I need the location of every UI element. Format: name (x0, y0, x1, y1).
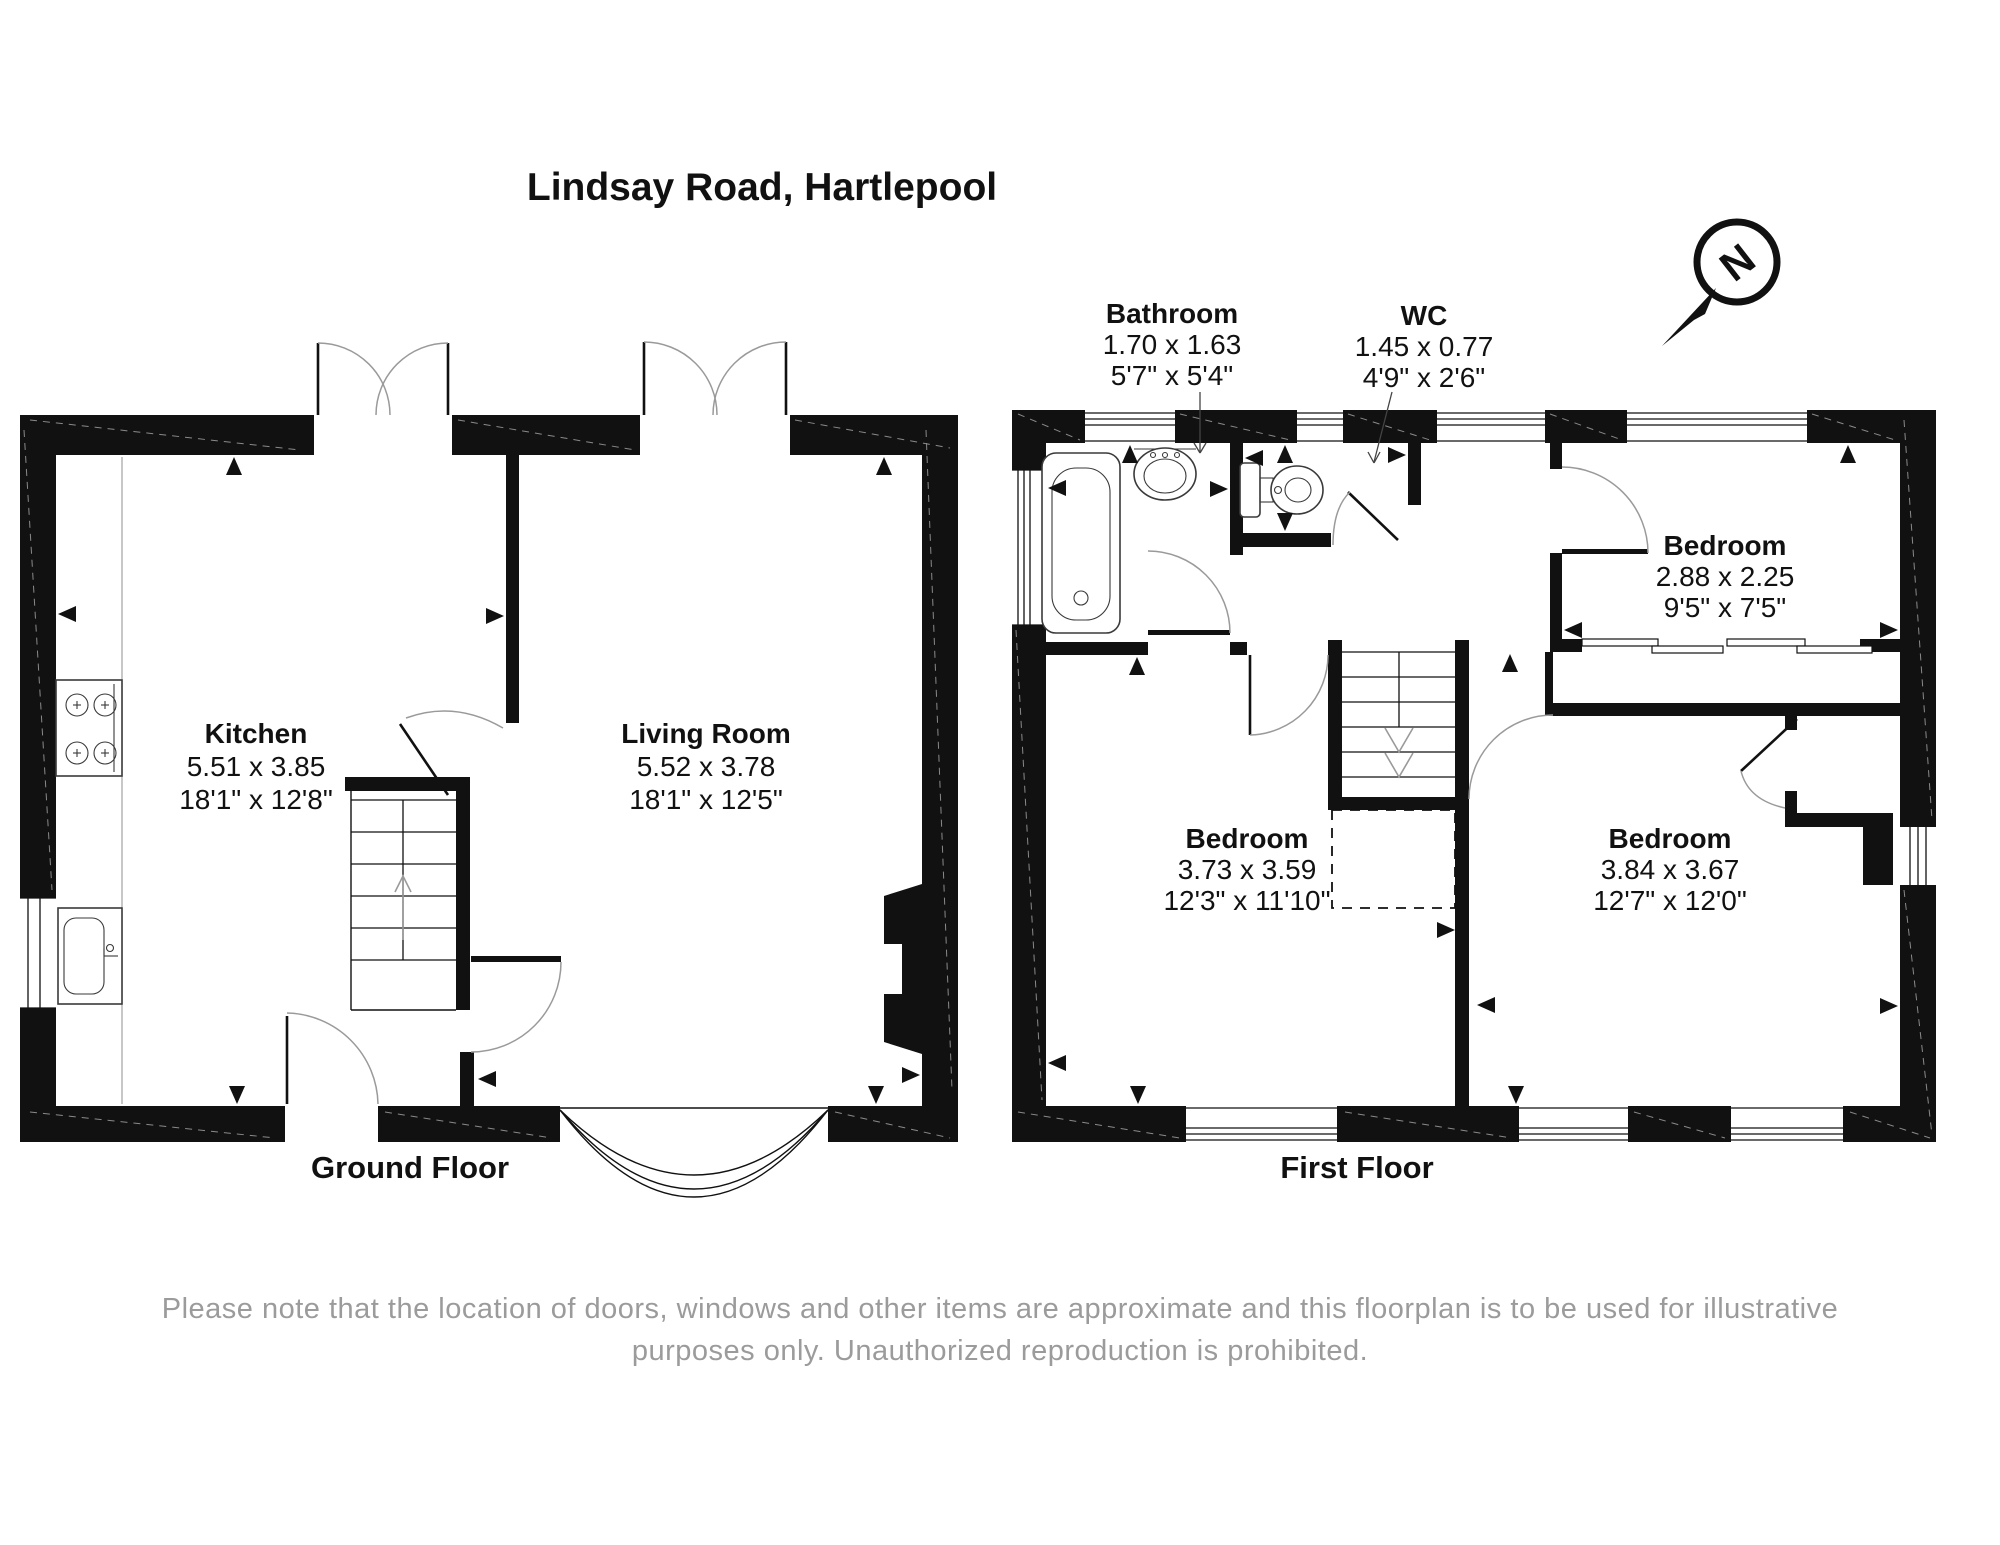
room-dim-metric: 1.70 x 1.63 (1102, 329, 1242, 360)
room-name: Living Room (621, 718, 791, 749)
bedroom-left-label (1163, 823, 1330, 916)
bathroom-door (1148, 551, 1230, 635)
bedroom-right-label (1593, 823, 1747, 916)
room-dim-imperial: 18'1" x 12'5" (629, 784, 783, 815)
stairs-down-arrow-icon (1385, 753, 1413, 777)
bay-window (560, 1108, 828, 1197)
room-dim-imperial: 12'3" x 11'10" (1163, 885, 1331, 916)
interior-wall (1553, 703, 1900, 716)
french-doors-kitchen (318, 343, 448, 415)
wall (1012, 1106, 1186, 1142)
interior-door-living (471, 956, 561, 1052)
bathroom-sink-icon (1134, 448, 1196, 500)
room-name: Bedroom (1663, 530, 1787, 561)
french-doors-living (644, 342, 786, 415)
toilet-icon (1240, 463, 1323, 517)
wall (922, 415, 958, 1142)
living-room-label (621, 718, 791, 815)
bathroom-label (1103, 298, 1242, 391)
interior-wall (345, 777, 470, 791)
room-dim-imperial: 18'1" x 12'8" (179, 784, 333, 815)
compass-north-label: N (1710, 234, 1764, 291)
door-post (460, 1052, 474, 1106)
window-right-wall (1910, 827, 1926, 885)
kitchen-sink-icon (58, 908, 122, 1004)
wall-hatching (1016, 414, 1932, 1138)
wall (20, 1106, 285, 1142)
ground-floor-label: Ground Floor (310, 1150, 510, 1185)
interior-wall (1550, 553, 1562, 652)
wall (828, 1106, 958, 1142)
interior-wall (1863, 827, 1893, 885)
bedroom-small-door (1562, 467, 1648, 554)
window-left-wall (1012, 470, 1046, 625)
wc-door (1333, 492, 1398, 545)
wall (1545, 410, 1627, 443)
wall (1175, 410, 1297, 443)
first-floor-plan (1012, 298, 1936, 1185)
room-dim-imperial: 4'9" x 2'6" (1362, 362, 1486, 393)
room-dim-metric: 3.84 x 3.67 (1600, 854, 1740, 885)
room-dim-imperial: 9'5" x 7'5" (1663, 592, 1787, 623)
interior-wall (1545, 652, 1553, 716)
staircase-first (1332, 652, 1455, 908)
wall (378, 1106, 560, 1142)
interior-wall (1230, 533, 1331, 547)
room-dim-metric: 2.88 x 2.25 (1655, 561, 1795, 592)
bedroom-right-door (1469, 715, 1553, 799)
compass (1662, 222, 1777, 346)
small-bedroom-window-band (1582, 639, 1872, 653)
wall-hatching (24, 420, 952, 1138)
reduced-headroom-outline (1332, 810, 1455, 908)
disclaimer-line-2: purposes only. Unauthorized reproduction is prohibited. (631, 1335, 1369, 1367)
interior-wall (1328, 797, 1469, 810)
interior-wall (506, 455, 519, 723)
wall (1012, 410, 1046, 470)
interior-wall (1328, 640, 1342, 810)
interior-wall (1230, 642, 1247, 655)
interior-wall (1785, 813, 1893, 827)
interior-wall (1550, 443, 1562, 469)
room-dim-metric: 5.51 x 3.85 (186, 751, 326, 782)
first-floor-label: First Floor (1280, 1150, 1434, 1185)
wall (452, 415, 640, 455)
room-name: Bedroom (1185, 823, 1309, 854)
room-dim-metric: 1.45 x 0.77 (1354, 331, 1494, 362)
room-name: Kitchen (204, 718, 308, 749)
ground-floor-walls (20, 415, 958, 1142)
room-dim-imperial: 5'7" x 5'4" (1110, 360, 1234, 391)
room-dim-metric: 3.73 x 3.59 (1177, 854, 1317, 885)
stairs-down-arrow-icon (1385, 728, 1413, 752)
bedroom-small-label (1656, 530, 1795, 623)
room-name: Bathroom (1105, 298, 1239, 329)
interior-wall (1455, 640, 1469, 1106)
wall (1628, 1106, 1731, 1142)
room-name: WC (1400, 300, 1448, 331)
first-floor-walls (1012, 410, 1936, 1142)
room-dim-metric: 5.52 x 3.78 (636, 751, 776, 782)
interior-wall (1408, 443, 1421, 505)
wc-label (1355, 300, 1494, 393)
bathtub-icon (1042, 453, 1120, 633)
chimney-breast (884, 994, 922, 1054)
ground-floor-plan (20, 342, 958, 1197)
room-name: Bedroom (1608, 823, 1732, 854)
wall (1337, 1106, 1519, 1142)
entrance-door (287, 1013, 378, 1104)
chimney-breast (884, 884, 922, 944)
compass-arrow-icon (1662, 288, 1716, 346)
door-post (1785, 791, 1797, 813)
interior-wall (456, 777, 470, 1010)
page-title: Lindsay Road, Hartlepool (526, 166, 998, 209)
wall (1843, 1106, 1936, 1142)
hob-icon (56, 680, 122, 776)
kitchen-label (179, 718, 333, 815)
kitchen-window (20, 898, 56, 1008)
wall (20, 415, 314, 455)
staircase-ground (351, 791, 456, 1010)
disclaimer (162, 1293, 1839, 1367)
wall (1900, 885, 1936, 1142)
disclaimer-line-1: Please note that the location of doors, windows and other items are approximate and this floorplan is to be used for illustrative (161, 1293, 1839, 1325)
interior-wall (1562, 639, 1582, 652)
bedroom-left-door (1250, 655, 1328, 735)
wall (1012, 625, 1046, 1142)
interior-wall (1012, 642, 1148, 655)
room-dim-imperial: 12'7" x 12'0" (1593, 885, 1747, 916)
chimney-breast (902, 944, 922, 994)
